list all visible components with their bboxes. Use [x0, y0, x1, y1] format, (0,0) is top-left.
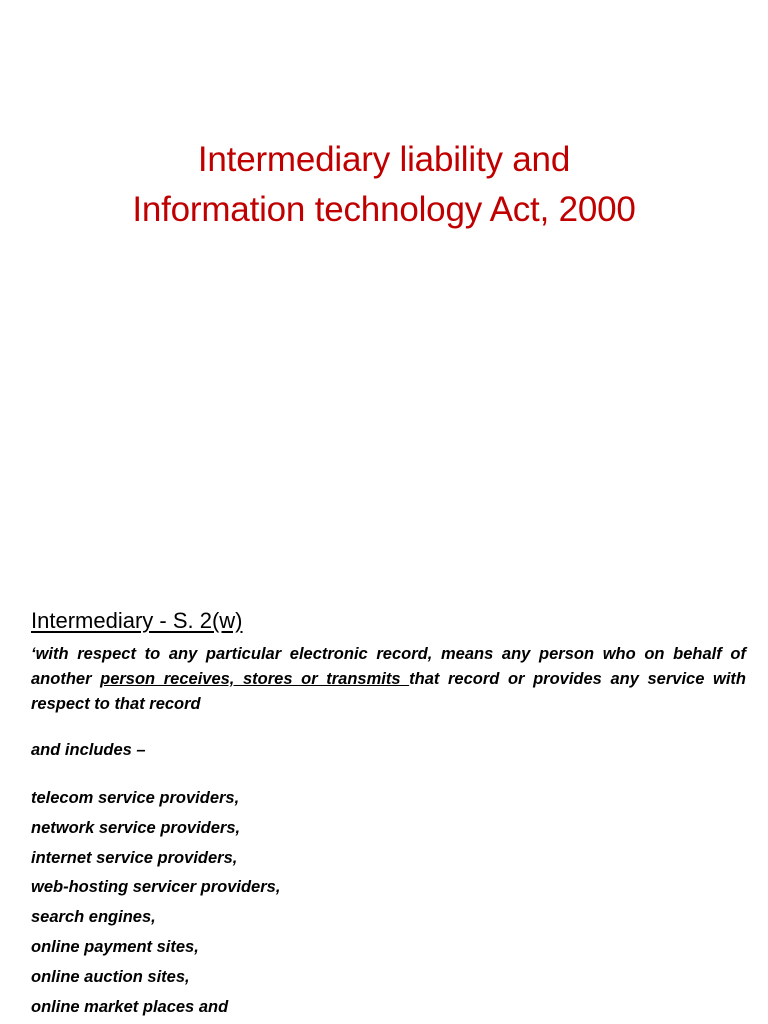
list-item: web-hosting servicer providers,: [31, 878, 281, 897]
list-item: online auction sites,: [31, 967, 190, 986]
list-item: online payment sites,: [31, 937, 199, 956]
definition-underlined: person receives, stores or transmits: [100, 670, 410, 688]
list-item: network service providers,: [31, 818, 241, 837]
section-heading: Intermediary - S. 2(w): [31, 608, 243, 633]
slide-title-heading: [0, 135, 768, 235]
definition-part-1: ‘with respect to any particular electronic record, means any person who on behalf of another: [31, 645, 746, 688]
definition-text: [31, 642, 746, 717]
list-item: online market places and: [31, 997, 229, 1016]
list-item: internet service providers,: [31, 848, 238, 867]
title-line-2: Information technology Act, 2000: [132, 190, 636, 229]
slide-definition: [0, 576, 768, 1024]
title-line-1: Intermediary liability and: [197, 140, 571, 179]
includes-label: and includes –: [31, 741, 146, 759]
list-item: telecom service providers,: [31, 789, 240, 807]
definition-part-2: that record or provides any service with respect to that record: [31, 670, 746, 713]
list-item: search engines,: [31, 908, 156, 927]
intermediary-list: [31, 784, 280, 1022]
